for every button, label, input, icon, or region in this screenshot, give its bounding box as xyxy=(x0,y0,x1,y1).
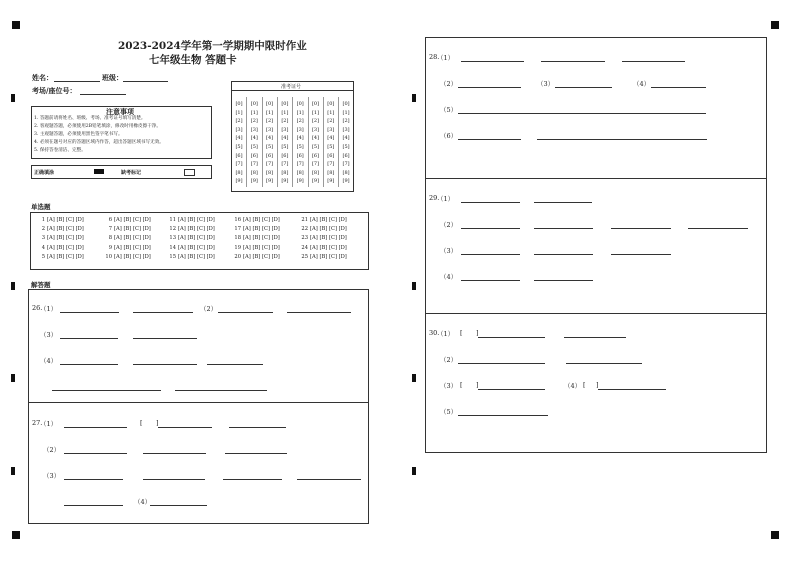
notice-item: 4. 必须在题号对应的答题区域内作答，超出答题区域书写无效。 xyxy=(34,140,164,145)
question-number: 7 xyxy=(108,226,112,233)
question-number: 12 xyxy=(169,226,176,233)
answer-line[interactable] xyxy=(64,505,123,506)
exam-id-bubble[interactable]: [7] xyxy=(327,161,335,168)
answer-line[interactable] xyxy=(458,363,545,364)
exam-id-bubble[interactable]: [7] xyxy=(266,161,274,168)
bracket-open: [ xyxy=(460,329,463,337)
exam-id-bubble[interactable]: [3] xyxy=(342,126,350,133)
q26-num: 26. xyxy=(32,304,43,312)
exam-id-bubble[interactable]: [2] xyxy=(327,118,335,125)
exam-id-bubble[interactable]: [0] xyxy=(281,101,289,107)
choice-options[interactable]: [A] [B] [C] [D] xyxy=(310,253,347,260)
exam-id-bubble[interactable]: [9] xyxy=(235,178,243,185)
answer-line[interactable] xyxy=(598,389,666,390)
answer-line[interactable] xyxy=(622,61,685,62)
answer-line[interactable] xyxy=(564,337,626,338)
choice-options[interactable]: [A] [B] [C] [D] xyxy=(47,253,84,260)
bracket-close: ] xyxy=(156,419,159,427)
exam-id-bubble[interactable]: [2] xyxy=(342,118,350,125)
choice-options[interactable]: [A] [B] [C] [D] xyxy=(178,217,215,223)
choice-row[interactable] xyxy=(37,254,84,260)
question-number: 3 xyxy=(41,235,45,242)
q26-part4: （4） xyxy=(40,357,58,365)
timing-mark xyxy=(412,374,416,382)
exam-id-bubble[interactable]: [2] xyxy=(250,118,258,125)
choice-options[interactable]: [A] [B] [C] [D] xyxy=(243,226,280,233)
bracket-close: ] xyxy=(476,329,479,337)
bracket-open: [ xyxy=(140,419,143,427)
notice-list xyxy=(34,115,164,155)
exam-id-bubble[interactable]: [0] xyxy=(311,101,320,107)
answer-line[interactable] xyxy=(651,87,706,88)
answer-line[interactable] xyxy=(461,280,520,281)
choice-row[interactable] xyxy=(37,235,84,241)
timing-mark xyxy=(11,282,15,290)
choice-row[interactable] xyxy=(233,245,280,251)
q29-box xyxy=(425,178,767,314)
correct-fill-sample xyxy=(94,169,104,174)
exam-id-bubble[interactable]: [5] xyxy=(250,144,258,150)
timing-mark xyxy=(412,94,416,102)
bracket-close: ] xyxy=(476,381,479,389)
choice-row[interactable] xyxy=(300,245,347,251)
question-number: 24 xyxy=(301,244,308,251)
exam-id-bubble[interactable]: [2] xyxy=(235,118,243,125)
single-choice-title: 单选题 xyxy=(31,203,51,211)
registration-mark xyxy=(771,531,779,539)
exam-id-bubble[interactable]: [8] xyxy=(281,169,289,176)
choice-options[interactable]: [A] [B] [C] [D] xyxy=(47,217,84,223)
question-number: 9 xyxy=(108,244,112,251)
q28-part6: （6） xyxy=(440,132,458,140)
answer-line[interactable] xyxy=(461,61,524,62)
answer-line[interactable] xyxy=(461,254,520,255)
q27-part2: （2） xyxy=(43,446,61,454)
q28-part5: （5） xyxy=(440,106,458,114)
choice-options[interactable]: [A] [B] [C] [D] xyxy=(310,244,347,251)
answer-line[interactable] xyxy=(534,202,592,203)
absent-mark-checkbox[interactable] xyxy=(184,169,195,176)
choice-row[interactable] xyxy=(104,226,151,232)
exam-id-bubble[interactable]: [9] xyxy=(327,178,335,185)
seat-label: 考场/座位号： xyxy=(32,86,77,95)
grid-divider xyxy=(262,97,263,187)
exam-id-bubble[interactable]: [8] xyxy=(342,169,350,176)
answer-line[interactable] xyxy=(225,453,287,454)
divider xyxy=(231,90,354,91)
answer-line[interactable] xyxy=(541,61,605,62)
q28-part2: （2） xyxy=(440,80,458,88)
exam-id-bubble[interactable]: [1] xyxy=(250,109,258,116)
answer-line[interactable] xyxy=(60,312,119,313)
exam-id-bubble[interactable]: [6] xyxy=(327,152,335,159)
question-number: 15 xyxy=(169,253,176,260)
choice-row[interactable] xyxy=(168,245,215,251)
exam-id-bubble[interactable]: [3] xyxy=(250,126,258,133)
choice-row[interactable] xyxy=(168,254,215,260)
answer-line[interactable] xyxy=(64,479,123,480)
exam-id-bubble[interactable]: [1] xyxy=(342,109,350,116)
exam-id-bubble[interactable]: [7] xyxy=(296,161,304,168)
exam-id-bubble[interactable]: [5] xyxy=(342,144,350,150)
name-label: 姓名： xyxy=(32,73,53,82)
answer-line[interactable] xyxy=(478,389,545,390)
q30-part2: （2） xyxy=(440,356,458,364)
notice-title: 注意事项 xyxy=(106,107,134,116)
q28-box xyxy=(425,37,767,179)
timing-mark xyxy=(412,467,416,475)
exam-id-bubble[interactable]: [1] xyxy=(266,109,274,116)
choice-row[interactable] xyxy=(300,254,347,260)
choice-row[interactable] xyxy=(300,235,347,241)
q29-part1: （1） xyxy=(437,195,455,203)
exam-id-bubble[interactable]: [3] xyxy=(281,126,289,133)
choice-row[interactable] xyxy=(168,217,215,223)
choice-options[interactable]: [A] [B] [C] [D] xyxy=(310,217,347,223)
choice-row[interactable] xyxy=(104,254,151,260)
exam-id-bubble[interactable]: [6] xyxy=(266,152,274,159)
question-number: 8 xyxy=(108,235,112,242)
question-number: 16 xyxy=(234,217,241,223)
exam-id-bubble[interactable]: [5] xyxy=(296,144,304,150)
exam-id-bubble[interactable]: [3] xyxy=(327,126,335,133)
answer-line[interactable] xyxy=(461,228,520,229)
exam-id-bubble[interactable]: [8] xyxy=(327,169,335,176)
exam-id-bubble[interactable]: [3] xyxy=(311,126,320,133)
absent-mark-label: 缺考标记 xyxy=(121,170,142,176)
question-number: 25 xyxy=(301,253,308,260)
timing-mark xyxy=(11,374,15,382)
choice-row[interactable] xyxy=(104,235,151,241)
question-number: 14 xyxy=(169,244,176,251)
exam-id-bubble[interactable]: [9] xyxy=(266,178,274,185)
q29-num: 29. xyxy=(429,194,440,202)
q26-part1: （1） xyxy=(40,305,58,313)
exam-id-bubble[interactable]: [0] xyxy=(235,101,243,107)
choice-options[interactable]: [A] [B] [C] [D] xyxy=(47,235,84,242)
exam-id-bubble[interactable]: [4] xyxy=(311,135,320,142)
exam-id-bubble[interactable]: [1] xyxy=(281,109,289,116)
exam-id-bubble[interactable]: [3] xyxy=(266,126,274,133)
name-field[interactable] xyxy=(54,81,100,82)
exam-id-bubble[interactable]: [3] xyxy=(235,126,243,133)
q30-part5: （5） xyxy=(440,408,458,416)
exam-id-bubble[interactable]: [8] xyxy=(311,169,320,176)
exam-id-bubble[interactable]: [2] xyxy=(266,118,274,125)
exam-id-bubble[interactable]: [6] xyxy=(342,152,350,159)
question-number: 17 xyxy=(234,226,241,233)
exam-id-bubble[interactable]: [8] xyxy=(266,169,274,176)
question-number: 5 xyxy=(41,253,45,260)
seat-field[interactable] xyxy=(80,94,126,95)
q27-num: 27. xyxy=(32,419,43,427)
answer-line[interactable] xyxy=(458,113,706,114)
timing-mark xyxy=(412,282,416,290)
exam-id-bubble[interactable]: [0] xyxy=(327,101,335,107)
answer-line[interactable] xyxy=(458,87,521,88)
question-number: 2 xyxy=(41,226,45,233)
exam-id-bubble[interactable]: [5] xyxy=(311,144,320,150)
answer-line[interactable] xyxy=(534,228,593,229)
question-number: 23 xyxy=(301,235,308,242)
bracket-open: [ xyxy=(460,381,463,389)
sheet-subtitle: 七年级生物 答题卡 xyxy=(149,54,237,66)
choice-options[interactable]: [A] [B] [C] [D] xyxy=(310,226,347,233)
bracket-open: [ xyxy=(583,381,586,389)
choice-options[interactable]: [A] [B] [C] [D] xyxy=(178,235,215,242)
exam-id-title: 准考证号 xyxy=(281,84,302,90)
exam-id-bubble[interactable]: [0] xyxy=(250,101,258,107)
q30-part1: （1） xyxy=(437,330,455,338)
exam-id-bubble[interactable]: [5] xyxy=(266,144,274,150)
exam-id-bubble[interactable]: [1] xyxy=(311,109,320,116)
exam-id-bubble[interactable]: [6] xyxy=(235,152,243,159)
exam-id-bubble[interactable]: [7] xyxy=(235,161,243,168)
q29-part4: （4） xyxy=(440,273,458,281)
exam-id-bubble[interactable]: [8] xyxy=(250,169,258,176)
answer-line[interactable] xyxy=(461,202,520,203)
exam-id-bubble[interactable]: [4] xyxy=(250,135,258,142)
q26-box xyxy=(28,289,369,403)
q30-part3: （3） xyxy=(440,382,458,390)
question-number: 10 xyxy=(105,253,112,260)
choice-options[interactable]: [A] [B] [C] [D] xyxy=(114,253,151,260)
q27-part1: （1） xyxy=(40,420,58,428)
exam-id-bubble[interactable]: [3] xyxy=(296,126,304,133)
exam-id-bubble[interactable]: [4] xyxy=(235,135,243,142)
exam-id-bubble[interactable]: [7] xyxy=(311,161,320,168)
answer-line[interactable] xyxy=(229,427,286,428)
choice-row[interactable] xyxy=(233,217,280,223)
exam-id-bubble[interactable]: [8] xyxy=(235,169,243,176)
q29-part3: （3） xyxy=(440,247,458,255)
exam-id-bubble[interactable]: [7] xyxy=(342,161,350,168)
choice-row[interactable] xyxy=(168,235,215,241)
choice-row[interactable] xyxy=(300,226,347,232)
answer-line[interactable] xyxy=(534,280,593,281)
exam-id-bubble[interactable]: [6] xyxy=(250,152,258,159)
question-number: 21 xyxy=(301,217,308,223)
exam-id-bubble[interactable]: [9] xyxy=(250,178,258,185)
grid-divider xyxy=(338,97,339,187)
answer-line[interactable] xyxy=(143,453,206,454)
exam-id-bubble[interactable]: [4] xyxy=(342,135,350,142)
exam-id-grid[interactable] xyxy=(231,100,354,188)
choice-row[interactable] xyxy=(233,226,280,232)
exam-id-bubble[interactable]: [4] xyxy=(327,135,335,142)
notice-item: 1. 答题前请将姓名、班级、考场、准考证号填写清楚。 xyxy=(34,116,146,121)
answer-line[interactable] xyxy=(52,390,161,391)
answer-line[interactable] xyxy=(458,139,521,140)
answer-line[interactable] xyxy=(150,505,207,506)
answer-line[interactable] xyxy=(158,427,212,428)
notice-item: 5. 保持答卷清洁、完整。 xyxy=(34,148,86,153)
exam-id-bubble[interactable]: [4] xyxy=(266,135,274,142)
grid-divider xyxy=(277,97,278,187)
answer-line[interactable] xyxy=(207,364,263,365)
exam-id-bubble[interactable]: [9] xyxy=(311,178,320,185)
exam-id-bubble[interactable]: [5] xyxy=(235,144,243,150)
choice-row[interactable] xyxy=(168,226,215,232)
sheet-title: 2023-2024学年第一学期期中限时作业 xyxy=(118,40,307,52)
q28-part4: （4） xyxy=(633,80,651,88)
choice-options[interactable]: [A] [B] [C] [D] xyxy=(178,226,215,233)
exam-id-bubble[interactable]: [1] xyxy=(296,109,304,116)
class-field[interactable] xyxy=(123,81,168,82)
exam-id-bubble[interactable]: [9] xyxy=(296,178,304,185)
registration-mark xyxy=(771,21,779,29)
exam-id-bubble[interactable]: [9] xyxy=(281,178,289,185)
grid-divider xyxy=(292,97,293,187)
question-number: 6 xyxy=(108,217,112,223)
choice-options[interactable]: [A] [B] [C] [D] xyxy=(310,235,347,242)
exam-id-bubble[interactable]: [4] xyxy=(296,135,304,142)
exam-id-bubble[interactable]: [8] xyxy=(296,169,304,176)
exam-id-bubble[interactable]: [7] xyxy=(250,161,258,168)
answer-section-title: 解答题 xyxy=(31,281,51,289)
q26-part2: （2） xyxy=(200,305,218,313)
answer-line[interactable] xyxy=(60,364,118,365)
choice-options[interactable]: [A] [B] [C] [D] xyxy=(114,226,151,233)
grid-divider xyxy=(246,97,247,187)
choice-row[interactable] xyxy=(300,217,347,223)
answer-line[interactable] xyxy=(478,337,545,338)
exam-id-bubble[interactable]: [6] xyxy=(281,152,289,159)
choice-options[interactable]: [A] [B] [C] [D] xyxy=(243,235,280,242)
exam-id-bubble[interactable]: [6] xyxy=(311,152,320,159)
choice-options[interactable]: [A] [B] [C] [D] xyxy=(243,244,280,251)
answer-line[interactable] xyxy=(537,139,707,140)
choice-options[interactable]: [A] [B] [C] [D] xyxy=(178,244,215,251)
choice-row[interactable] xyxy=(233,254,280,260)
exam-id-bubble[interactable]: [6] xyxy=(296,152,304,159)
choice-row[interactable] xyxy=(37,217,84,223)
exam-id-bubble[interactable]: [7] xyxy=(281,161,289,168)
q26-part3: （3） xyxy=(40,331,58,339)
question-number: 18 xyxy=(234,235,241,242)
question-number: 1 xyxy=(41,217,45,223)
exam-id-bubble[interactable]: [5] xyxy=(281,144,289,150)
answer-line[interactable] xyxy=(287,312,351,313)
choice-row[interactable] xyxy=(233,235,280,241)
answer-line[interactable] xyxy=(566,363,642,364)
registration-mark xyxy=(12,531,20,539)
choice-options[interactable]: [A] [B] [C] [D] xyxy=(47,226,84,233)
grid-divider xyxy=(323,97,324,187)
answer-line[interactable] xyxy=(611,254,671,255)
choice-row[interactable] xyxy=(104,217,151,223)
exam-id-bubble[interactable]: [4] xyxy=(281,135,289,142)
choice-options[interactable]: [A] [B] [C] [D] xyxy=(243,217,280,223)
answer-line[interactable] xyxy=(175,390,267,391)
grid-divider xyxy=(308,97,309,187)
q28-num: 28. xyxy=(429,53,440,61)
class-label: 班级： xyxy=(102,73,123,82)
exam-id-bubble[interactable]: [1] xyxy=(235,109,243,116)
answer-line[interactable] xyxy=(133,338,197,339)
choice-options[interactable]: [A] [B] [C] [D] xyxy=(114,217,151,223)
question-number: 4 xyxy=(41,244,45,251)
single-choice-grid[interactable] xyxy=(30,212,369,270)
choice-row[interactable] xyxy=(37,226,84,232)
correct-fill-label: 正确填涂 xyxy=(34,170,55,176)
answer-line[interactable] xyxy=(143,479,205,480)
exam-id-bubble[interactable]: [2] xyxy=(281,118,289,125)
answer-line[interactable] xyxy=(611,228,671,229)
registration-mark xyxy=(12,21,20,29)
notice-item: 3. 主观题答题，必须使用黑色签字笔书写。 xyxy=(34,132,123,137)
exam-id-bubble[interactable]: [1] xyxy=(327,109,335,116)
timing-mark xyxy=(11,94,15,102)
answer-line[interactable] xyxy=(64,427,127,428)
choice-options[interactable]: [A] [B] [C] [D] xyxy=(47,244,84,251)
exam-id-bubble[interactable]: [5] xyxy=(327,144,335,150)
answer-line[interactable] xyxy=(60,338,118,339)
choice-options[interactable]: [A] [B] [C] [D] xyxy=(114,244,151,251)
answer-line[interactable] xyxy=(133,312,193,313)
q28-part3: （3） xyxy=(537,80,555,88)
q27-part3: （3） xyxy=(43,472,61,480)
choice-row[interactable] xyxy=(37,245,84,251)
answer-line[interactable] xyxy=(458,415,548,416)
exam-id-bubble[interactable]: [2] xyxy=(311,118,320,125)
choice-options[interactable]: [A] [B] [C] [D] xyxy=(114,235,151,242)
q30-part4: （4） xyxy=(564,382,582,390)
timing-mark xyxy=(11,467,15,475)
exam-id-bubble[interactable]: [0] xyxy=(342,101,350,107)
question-number: 20 xyxy=(234,253,241,260)
notice-item: 2. 客观题答题，必须使用2B铅笔填涂，修改时用橡皮擦干净。 xyxy=(34,124,161,129)
answer-line[interactable] xyxy=(223,479,282,480)
choice-row[interactable] xyxy=(104,245,151,251)
answer-line[interactable] xyxy=(133,364,197,365)
q27-part4: （4） xyxy=(134,498,152,506)
answer-line[interactable] xyxy=(555,87,612,88)
bracket-close: ] xyxy=(596,381,599,389)
question-number: 11 xyxy=(169,217,176,223)
choice-options[interactable]: [A] [B] [C] [D] xyxy=(178,253,215,260)
q28-part1: （1） xyxy=(437,54,455,62)
answer-line[interactable] xyxy=(218,312,273,313)
exam-id-bubble[interactable]: [0] xyxy=(296,101,304,107)
question-number: 13 xyxy=(169,235,176,242)
question-number: 22 xyxy=(301,226,308,233)
exam-id-bubble[interactable]: [2] xyxy=(296,118,304,125)
q30-num: 30. xyxy=(429,329,440,337)
answer-line[interactable] xyxy=(534,254,593,255)
question-number: 19 xyxy=(234,244,241,251)
answer-line[interactable] xyxy=(688,228,748,229)
answer-line[interactable] xyxy=(64,453,127,454)
q29-part2: （2） xyxy=(440,221,458,229)
exam-id-bubble[interactable]: [9] xyxy=(342,178,350,185)
answer-line[interactable] xyxy=(297,479,361,480)
exam-id-bubble[interactable]: [0] xyxy=(266,101,274,107)
choice-options[interactable]: [A] [B] [C] [D] xyxy=(243,253,280,260)
